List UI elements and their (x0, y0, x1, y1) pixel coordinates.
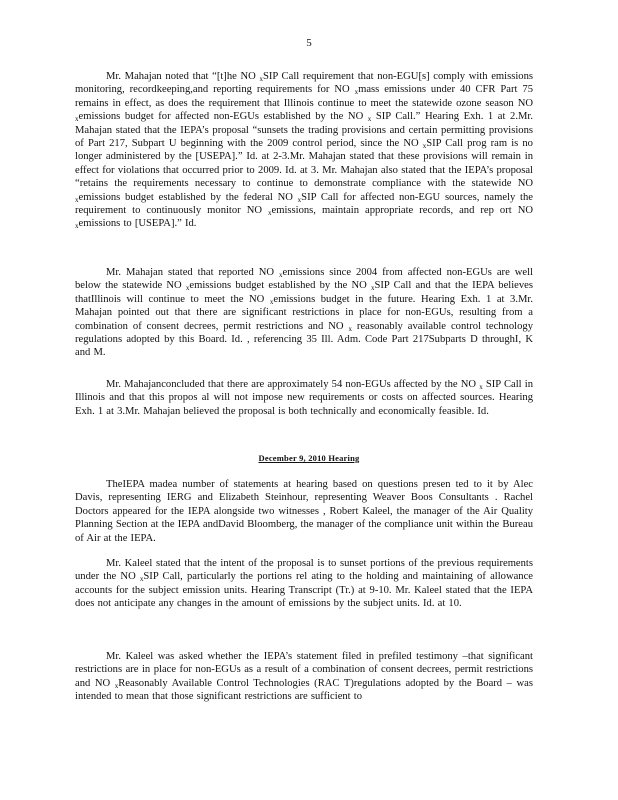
page-number: 5 (306, 37, 312, 49)
paragraph-kaleel-restrictions: Mr. Kaleel was asked whether the IEPA’s statement filed in prefiled testimony –that significant restrictions are in place for non-EGUs as a result of a combination of consent decrees, permit restrictions and NO $_x$Reasonably Available Control Technologies (RAC T)regulations adopted by the Board – was intended to mean that those significant restrictions are sufficient to (75, 651, 533, 703)
paragraph-hearing-statements: TheIEPA madea number of statements at hearing based on questions presen ted to it by Alec Davis, representing IERG and Elizabeth Steinhour, representing Weaver Boos Consultants . Rachel Doctors appeared for the IEPA alongside two witnesses , Robert Kaleel, the manager of the Air Quality Planning Section at the IEPA andDavid Bloomberg, the manager of the compliance unit within the Bureau of Air at the IEPA. (75, 479, 533, 544)
paragraph-mahajan-nox-sip-call: Mr. Mahajan noted that “[t]he NO $_x$SIP Call requirement that non-EGU[s] comply with emissions monitoring, recordkeeping,and reporting requirements for NO $_x$mass emissions under 40 CFR Part 75 remains in effect, as does the requirement that Illinois continue to meet the statewide ozone season NO $_x$emissions budget for affected non-EGUs established by the NO $_x$ SIP Call.” Hearing Exh. 1 at 2.Mr. Mahajan stated that the IEPA’s proposal “sunsets the trading provisions and certain permitting provisions of Part 217, Subpart U beginning with the 2009 control period, since the NO $_x$SIP Call prog ram is no longer administered by the [USEPA].” Id. at 2-3.Mr. Mahajan stated that these provisions will remain in effect for violations that occurred prior to 2009. Id. at 3. Mr. Mahajan also stated that the IEPA’s proposal “retains the requirements necessary to continue to demonstrate compliance with the statewide NO $_x$emissions budget established by the federal NO $_x$SIP Call for affected non-EGU sources, namely the requirement to continuously monitor NO $_x$emissions, maintain appropriate records, and rep ort NO $_x$emissions to [USEPA].” Id. (75, 71, 533, 231)
paragraph-kaleel-intent: Mr. Kaleel stated that the intent of the proposal is to sunset portions of the previous requirements under the NO $_x$SIP Call, particularly the portions rel ating to the holding and maintaining of allowance accounts for the subject emission units. Hearing Transcript (Tr.) at 9-10. Mr. Kaleel stated that the IEPA does not anticipate any changes in the amount of emissions by the subject units. Id. at 10. (75, 558, 534, 610)
section-heading: December 9, 2010 Hearing (258, 453, 360, 463)
paragraph-mahajan-conclusion: Mr. Mahajanconcluded that there are approximately 54 non-EGUs affected by the NO $_x$ SIP Call in Illinois and that this propos al will not impose new requirements or costs on affected sources. Hearing Exh. 1 at 3.Mr. Mahajan believed the proposal is both technically and economically feasible. Id. (75, 379, 533, 417)
paragraph-mahajan-emissions: Mr. Mahajan stated that reported NO $_x$emissions since 2004 from affected non-EGUs are well below the statewide NO $_x$emissions budget established by the NO $_x$SIP Call and that the IEPA believes thatIllinois will continue to meet the NO $_x$emissions budget in the future. Hearing Exh. 1 at 3.Mr. Mahajan pointed out that there are significant restrictions in place for non-EGUs, resulting from a combination of consent decrees, permit restrictions and NO $_x$ reasonably available control technology regulations adopted by this Board. Id. , referencing 35 Ill. Adm. Code Part 217Subparts D throughI, K and M. (75, 267, 533, 359)
